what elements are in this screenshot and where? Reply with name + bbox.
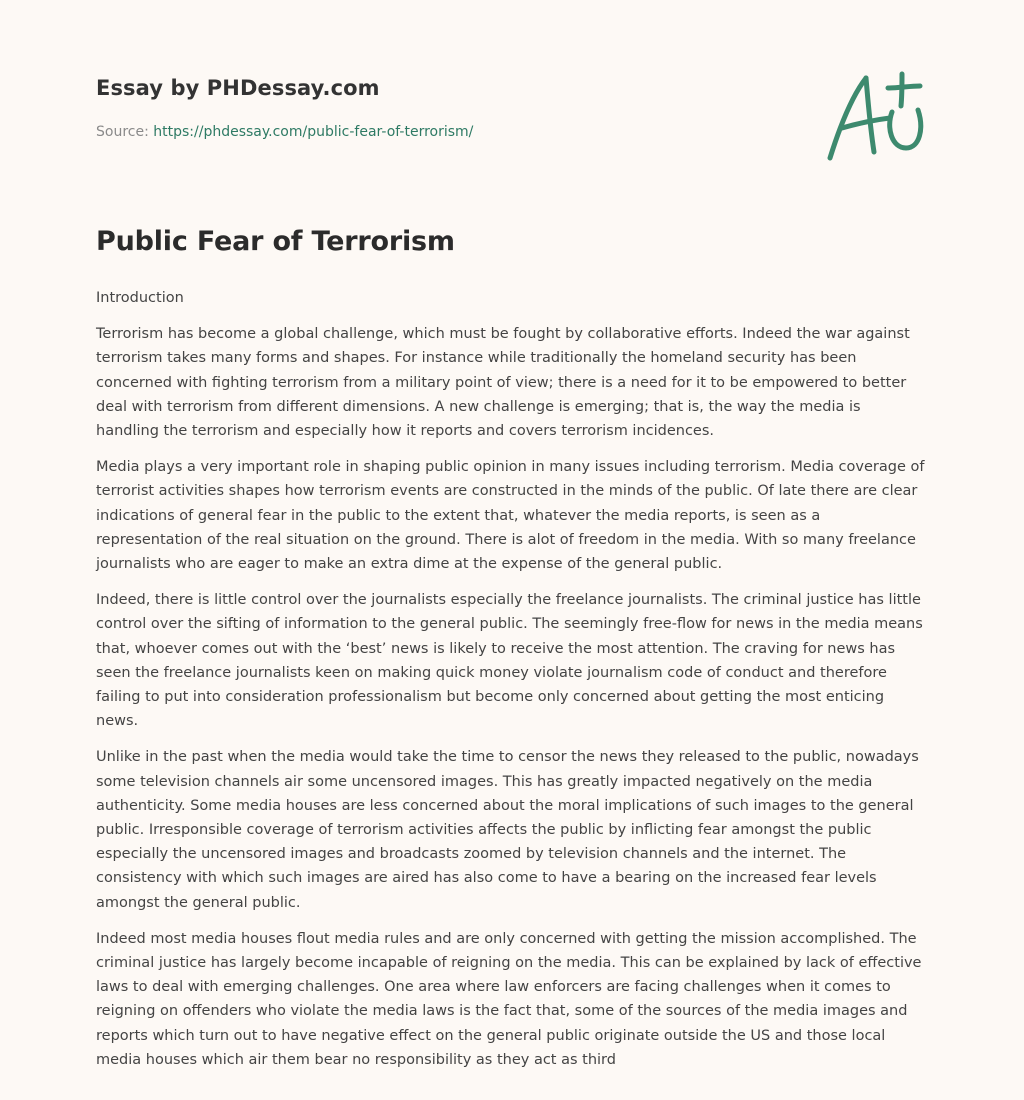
essay-paragraph: Terrorism has become a global challenge, which must be fought by collaborative efforts. Indeed the war against terrorism takes many forms and shapes. For instance while traditionally the homeland security has been concerned with fighting terrorism from a military point of view; there is a need for it to be empowered to better deal with terrorism from different dimensions. A new challenge is emerging; that is, the way the media is handling the terrorism and especially how it reports and covers terrorism incidences.: [96, 326, 910, 440]
essay-title: Public Fear of Terrorism: [96, 226, 455, 257]
essay-paragraph: Media plays a very important role in shaping public opinion in many issues including terrorism. Media coverage of terrorist activities shapes how terrorism events are constructed in the minds of the public. Of late there are clear indications of general fear in the public to the extent that, whatever the media reports, is seen as a representation of the real situation on the ground. There is alot of freedom in the media. With so many freelance journalists who are eager to make an extra dime at the expense of the general public.: [96, 459, 925, 573]
source-label: Source:: [96, 124, 149, 140]
brand-title: Essay by PHDessay.com: [96, 76, 380, 100]
source-link[interactable]: https://phdessay.com/public-fear-of-terrorism/: [153, 124, 474, 140]
a-plus-logo-icon: [822, 66, 930, 166]
essay-header: [96, 76, 796, 140]
source-line: [96, 124, 796, 140]
essay-body: [96, 286, 928, 1084]
essay-section-heading: Introduction: [96, 290, 184, 306]
essay-paragraph: Unlike in the past when the media would take the time to censor the news they released to the public, nowadays some television channels air some uncensored images. This has greatly impacted negatively on the media authenticity. Some media houses are less concerned about the moral implications of such images to the general public. Irresponsible coverage of terrorism activities affects the public by inflicting fear amongst the public especially the uncensored images and broadcasts zoomed by television channels and the internet. The consistency with which such images are aired has also come to have a bearing on the increased fear levels amongst the general public.: [96, 749, 919, 911]
essay-paragraph: Indeed, there is little control over the journalists especially the freelance journalists. The criminal justice has little control over the sifting of information to the general public. The seemingly free-flow for news in the media means that, whoever comes out with the ‘best’ news is likely to receive the most attention. The craving for news has seen the freelance journalists keen on making quick money violate journalism code of conduct and therefore failing to put into consideration professionalism but become only concerned about getting the most enticing news.: [96, 592, 923, 730]
essay-paragraph: Indeed most media houses flout media rules and are only concerned with getting the mission accomplished. The criminal justice has largely become incapable of reigning on the media. This can be explained by lack of effective laws to deal with emerging challenges. One area where law enforcers are facing challenges when it comes to reigning on offenders who violate the media laws is the fact that, some of the sources of the media images and reports which turn out to have negative effect on the general public originate outside the US and those local media houses which air them bear no responsibility as they act as third: [96, 930, 922, 1068]
